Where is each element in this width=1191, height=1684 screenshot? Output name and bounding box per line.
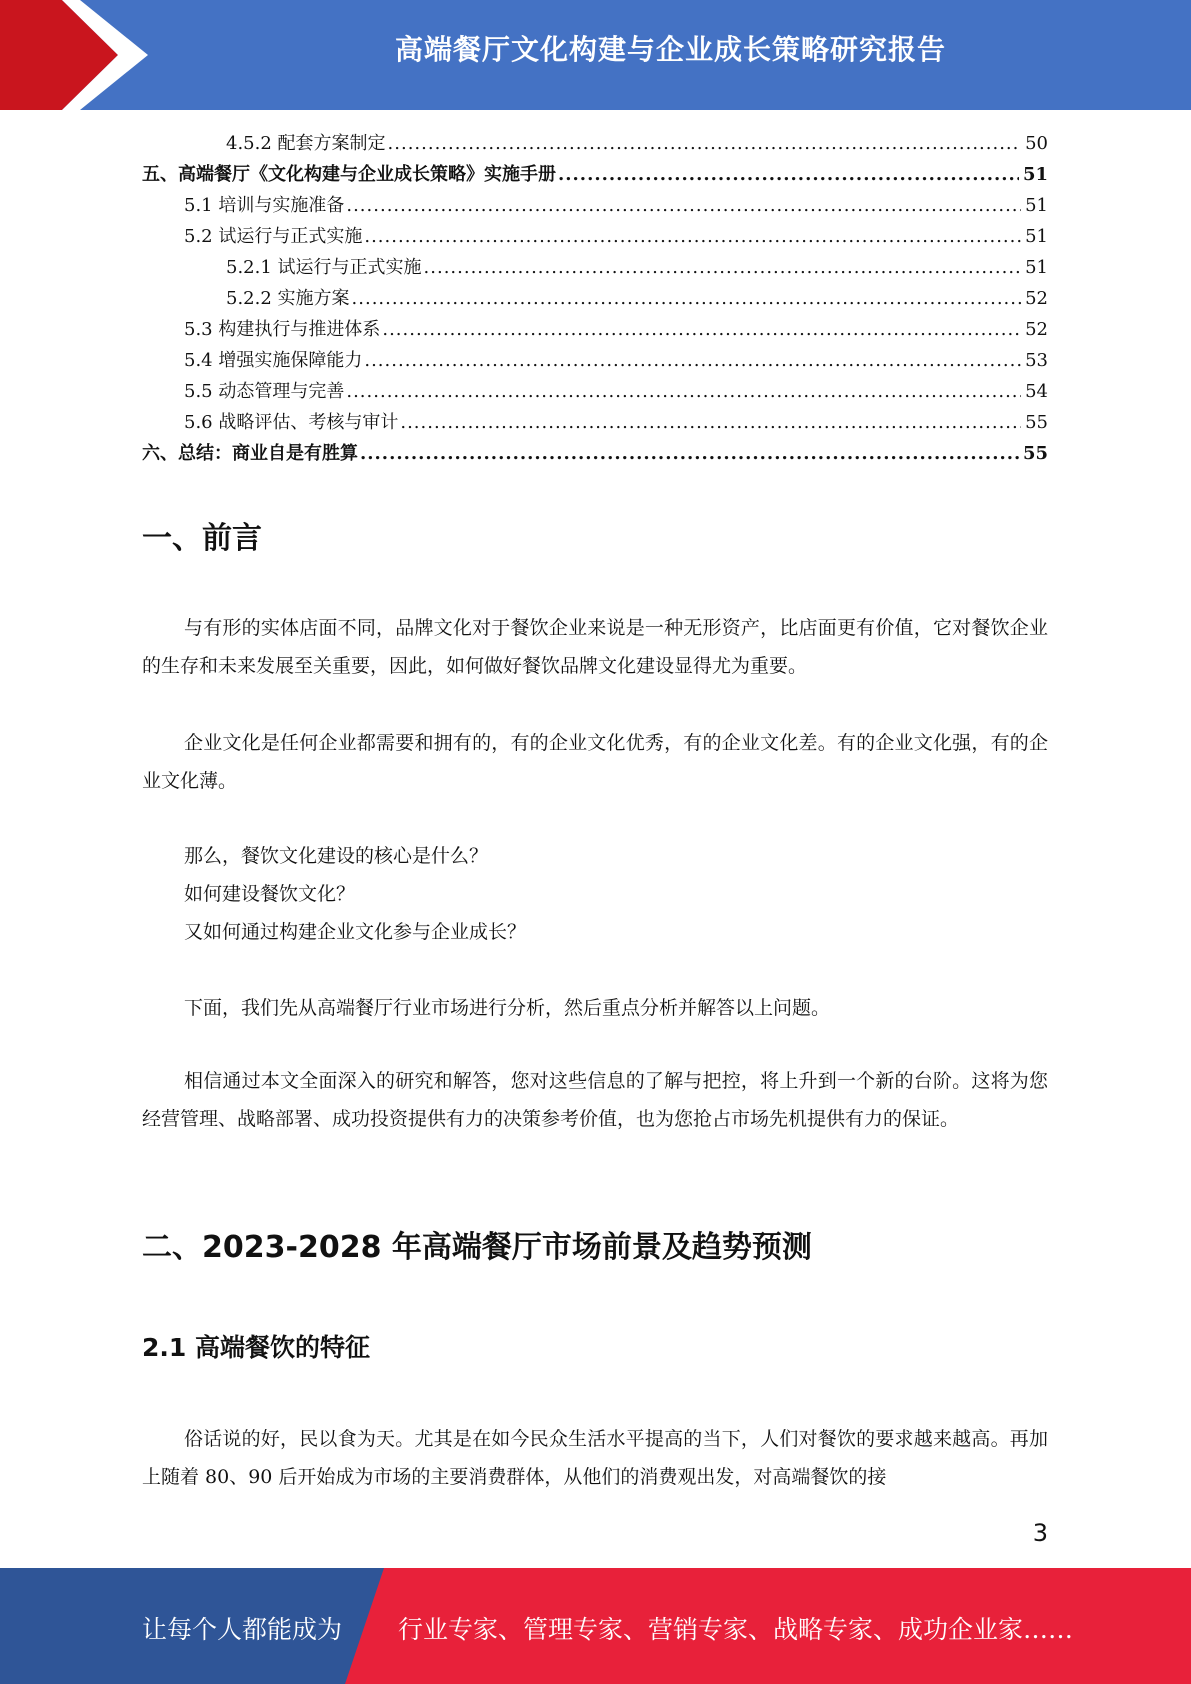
header-title: 高端餐厅文化构建与企业成长策略研究报告 [394, 33, 946, 66]
toc-entry-page: 50 [1025, 133, 1048, 154]
toc-entry[interactable] [142, 283, 1048, 314]
toc-entry-label: 5.4 增强实施保障能力 [184, 350, 363, 371]
toc-leader-dots [424, 252, 1022, 283]
section-heading-market-forecast: 二、2023-2028 年高端餐厅市场前景及趋势预测 [142, 1230, 812, 1265]
toc-entry-page: 51 [1025, 195, 1048, 216]
toc-entry[interactable] [142, 314, 1048, 345]
toc-entry-label: 5.2.2 实施方案 [226, 288, 350, 309]
toc-entry-label: 5.2.1 试运行与正式实施 [226, 257, 422, 278]
toc-entry[interactable] [142, 190, 1048, 221]
toc-entry-page: 51 [1022, 164, 1048, 185]
section-heading-preface: 一、前言 [142, 521, 262, 556]
toc-entry-page: 53 [1025, 350, 1048, 371]
question-line: 如何建设餐饮文化？ [184, 883, 356, 905]
toc-entry-page: 52 [1025, 288, 1048, 309]
body-paragraph: 相信通过本文全面深入的研究和解答，您对这些信息的了解与把控，将上升到一个新的台阶。这将为您经营管理、战略部署、成功投资提供有力的决策参考价值，也为您抢占市场先机提供有力的保证。 [142, 1070, 1048, 1130]
body-paragraph: 与有形的实体店面不同，品牌文化对于餐饮企业来说是一种无形资产，比店面更有价值，它对餐饮企业的生存和未来发展至关重要，因此，如何做好餐饮品牌文化建设显得尤为重要。 [142, 617, 1048, 677]
toc-entry-label: 5.5 动态管理与完善 [184, 381, 345, 402]
page-footer [0, 1568, 1191, 1684]
footer-slogan-right: 行业专家、管理专家、营销专家、战略专家、成功企业家…… [398, 1615, 1074, 1644]
toc-leader-dots [382, 314, 1021, 345]
page-content [142, 128, 1048, 1488]
toc-entry-page: 51 [1025, 257, 1048, 278]
toc-entry[interactable] [142, 159, 1048, 190]
toc-entry[interactable] [142, 345, 1048, 376]
footer-slogan-left: 让每个人都能成为 [142, 1615, 343, 1644]
toc-entry-label: 5.2 试运行与正式实施 [184, 226, 363, 247]
toc-leader-dots [388, 128, 1022, 159]
table-of-contents [142, 128, 1048, 469]
body-paragraph: 企业文化是任何企业都需要和拥有的，有的企业文化优秀，有的企业文化差。有的企业文化强，有的企业文化薄。 [142, 732, 1048, 792]
toc-entry[interactable] [142, 438, 1048, 469]
toc-entry[interactable] [142, 128, 1048, 159]
toc-entry-label: 4.5.2 配套方案制定 [226, 133, 386, 154]
page-number: 3 [1032, 1519, 1048, 1547]
subsection-heading-features: 2.1 高端餐饮的特征 [142, 1333, 370, 1362]
toc-entry-label: 5.6 战略评估、考核与审计 [184, 412, 399, 433]
toc-entry-page: 55 [1022, 443, 1048, 464]
toc-leader-dots [364, 345, 1021, 376]
toc-leader-dots [558, 159, 1019, 190]
toc-entry-page: 54 [1025, 381, 1048, 402]
toc-leader-dots [346, 376, 1021, 407]
toc-entry-label: 五、高端餐厅《文化构建与企业成长策略》实施手册 [142, 164, 556, 185]
toc-leader-dots [352, 283, 1022, 314]
toc-leader-dots [364, 221, 1021, 252]
toc-entry-label: 六、总结：商业自是有胜算 [142, 443, 358, 464]
question-line: 那么，餐饮文化建设的核心是什么？ [184, 845, 489, 867]
toc-entry-label: 5.1 培训与实施准备 [184, 195, 345, 216]
question-line: 又如何通过构建企业文化参与企业成长？ [184, 921, 527, 943]
toc-entry[interactable] [142, 376, 1048, 407]
toc-entry-page: 51 [1025, 226, 1048, 247]
toc-entry[interactable] [142, 252, 1048, 283]
toc-entry-page: 52 [1025, 319, 1048, 340]
toc-entry-page: 55 [1025, 412, 1048, 433]
toc-leader-dots [360, 438, 1019, 469]
toc-entry[interactable] [142, 407, 1048, 438]
page-header [0, 0, 1191, 110]
toc-leader-dots [346, 190, 1021, 221]
header-arrow-decoration [0, 0, 160, 110]
body-paragraph: 俗话说的好，民以食为天。尤其是在如今民众生活水平提高的当下，人们对餐饮的要求越来越高。再加上随着 80、90 后开始成为市场的主要消费群体，从他们的消费观出发，对高端餐饮的接 [142, 1428, 1048, 1488]
toc-entry[interactable] [142, 221, 1048, 252]
toc-entry-label: 5.3 构建执行与推进体系 [184, 319, 381, 340]
body-paragraph: 下面，我们先从高端餐厅行业市场进行分析，然后重点分析并解答以上问题。 [184, 997, 831, 1019]
toc-leader-dots [400, 407, 1021, 438]
